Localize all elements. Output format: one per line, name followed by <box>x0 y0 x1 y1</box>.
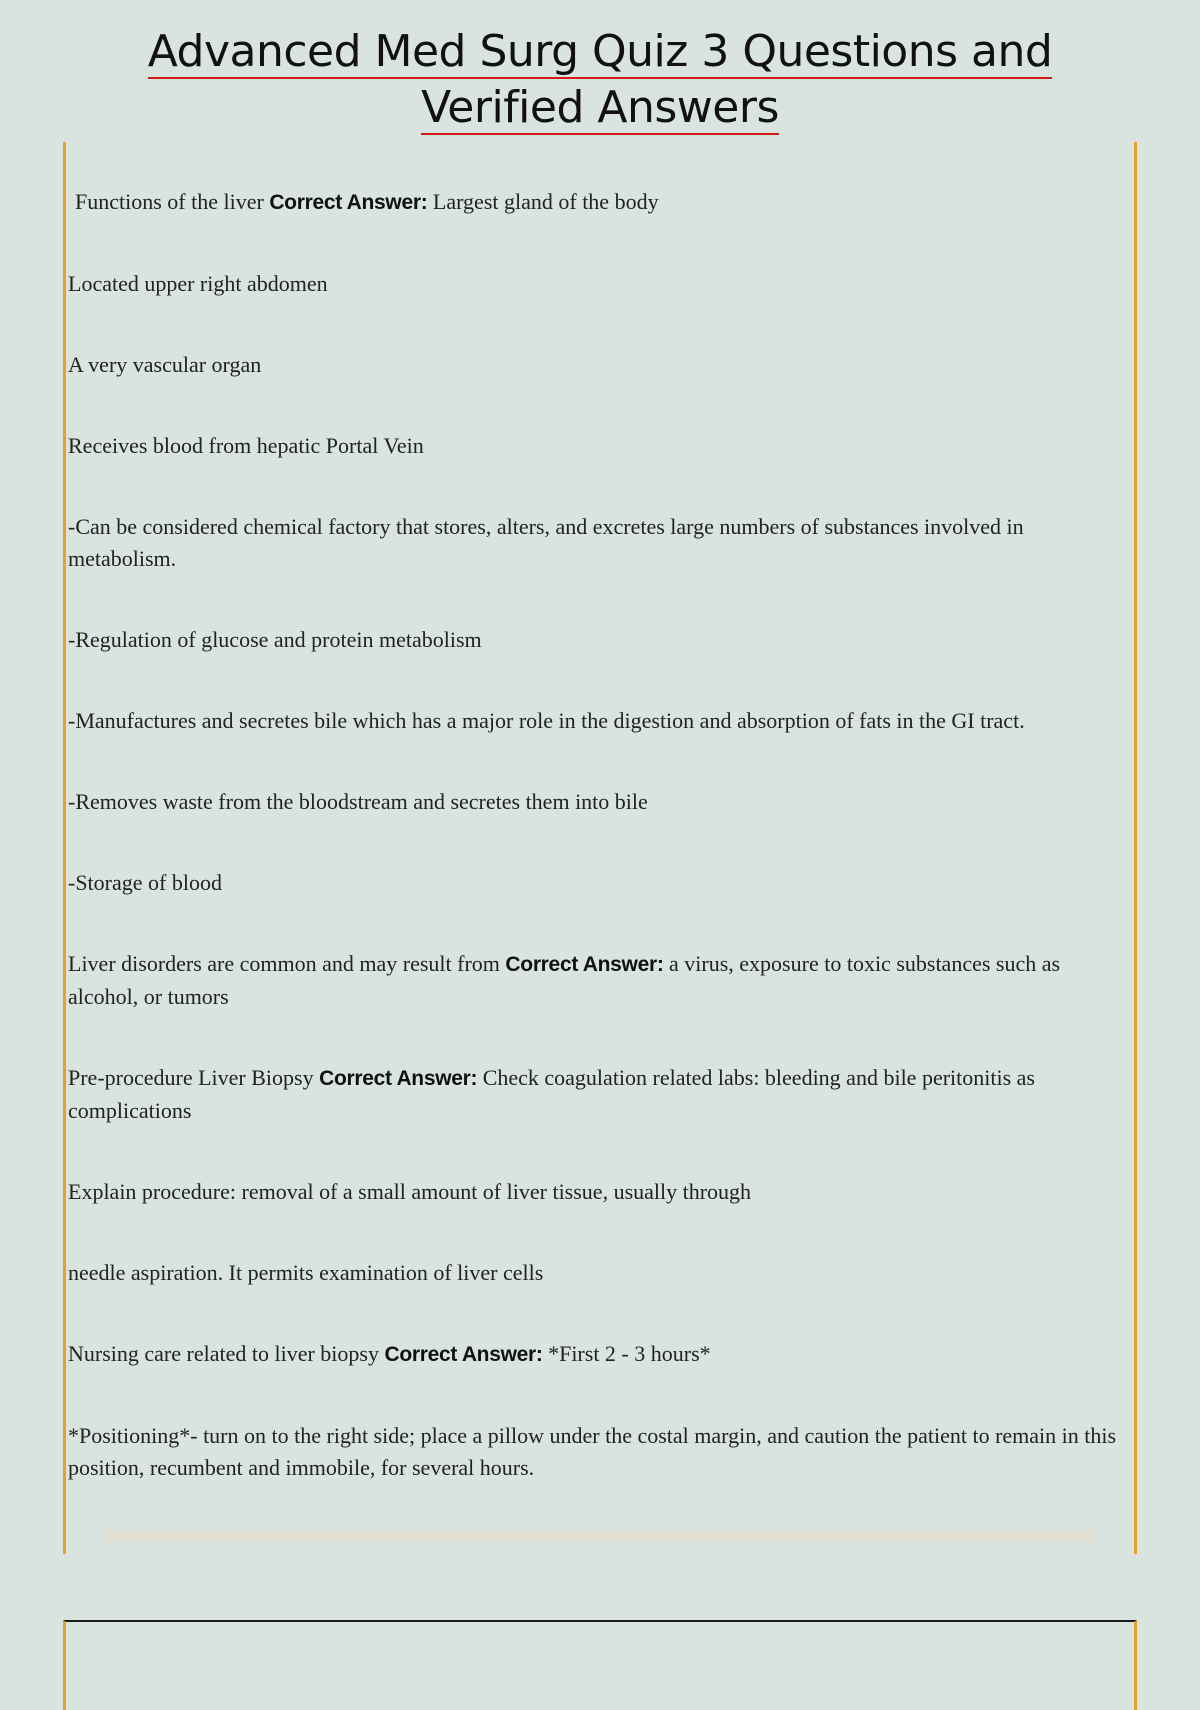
answer-line: needle aspiration. It permits examination of liver cells <box>68 1260 544 1285</box>
qa-nursing-care-biopsy <box>68 1338 1130 1371</box>
answer-text: Largest gland of the body <box>427 189 659 214</box>
qa-pre-procedure-biopsy <box>68 1062 1130 1127</box>
answer-line: Explain procedure: removal of a small amount of liver tissue, usually through <box>68 1179 752 1204</box>
answer-line: -Manufactures and secretes bile which has a major role in the digestion and absorption of fats in the GI tract. <box>68 708 1025 733</box>
qa-liver-functions <box>68 186 1130 219</box>
answer-line: -Storage of blood <box>68 870 222 895</box>
answer-label: Correct Answer: <box>384 1343 543 1366</box>
title-line-1: Advanced Med Surg Quiz 3 Questions and <box>147 26 1053 77</box>
next-page-frame <box>63 1620 1137 1710</box>
title-line-2: Verified Answers <box>421 82 779 133</box>
answer-line: -Can be considered chemical factory that stores, alters, and excretes large numbers of substances involved in metabolism. <box>68 514 1024 571</box>
question-text: Functions of the liver <box>75 189 270 214</box>
answer-line: -Regulation of glucose and protein metabolism <box>68 627 482 652</box>
answer-label: Correct Answer: <box>269 191 428 214</box>
answer-text: a virus, exposure to toxic substances such as alcohol, or tumors <box>68 951 1061 1009</box>
question-text: Nursing care related to liver biopsy <box>68 1341 385 1366</box>
answer-text: *First 2 - 3 hours* <box>542 1341 711 1366</box>
answer-line: Located upper right abdomen <box>68 271 328 296</box>
faint-divider <box>105 1530 1095 1542</box>
document-body <box>68 186 1130 1533</box>
answer-text: Check coagulation related labs: bleeding and bile peritonitis as complications <box>68 1065 1035 1123</box>
answer-label: Correct Answer: <box>319 1067 478 1090</box>
answer-line: Receives blood from hepatic Portal Vein <box>68 433 424 458</box>
question-text: Pre-procedure Liver Biopsy <box>68 1065 320 1090</box>
answer-line: A very vascular organ <box>68 352 262 377</box>
question-text: Liver disorders are common and may result from <box>68 951 506 976</box>
qa-liver-disorders <box>68 948 1130 1013</box>
answer-line: -Removes waste from the bloodstream and secretes them into bile <box>68 789 648 814</box>
answer-line: *Positioning*- turn on to the right side; place a pillow under the costal margin, and caution the patient to remain in this position, recumbent and immobile, for several hours. <box>68 1423 1117 1480</box>
answer-label: Correct Answer: <box>505 953 664 976</box>
document-title <box>0 24 1200 136</box>
